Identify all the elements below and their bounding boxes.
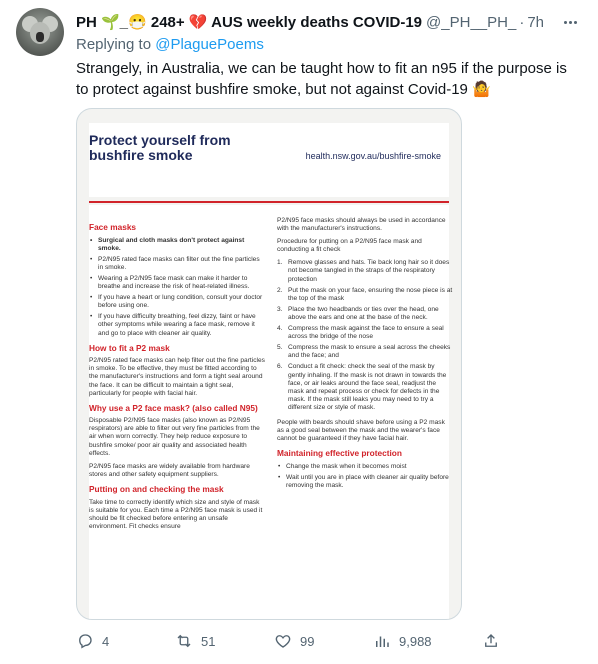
why-text-availability: P2/N95 face masks are widely available from hardware stores and other safety equipment suppliers. xyxy=(89,462,250,478)
face-mask-bullet: • Surgical and cloth masks don't protect against smoke. xyxy=(89,237,265,253)
views-icon xyxy=(373,632,391,650)
document-divider xyxy=(89,201,449,203)
face-mask-bullet: • If you have a heart or lung condition, consult your doctor before using one. xyxy=(89,294,265,310)
document-title: Protect yourself from bushfire smoke xyxy=(89,132,231,163)
document-header xyxy=(89,123,449,197)
heart-icon xyxy=(274,632,292,650)
putting-on-heading: Putting on and checking the mask xyxy=(89,483,224,494)
reply-mention-link[interactable]: @PlaguePoems xyxy=(155,36,264,53)
timestamp[interactable]: 7h xyxy=(527,13,544,31)
procedure-step: 2. Put the mask on your face, ensuring the nose piece is at the top of the mask xyxy=(277,286,453,302)
display-name[interactable]: PH 🌱_😷 248+ 💔 AUS weekly deaths COVID-19 xyxy=(76,14,423,31)
share-icon xyxy=(482,632,500,650)
putting-on-text: Take time to correctly identify which size and style of mask is suitable for you. Each time a P2/N95 face mask is used it should be fit checked before entering an unsafe environment. Fit checks ensure xyxy=(89,498,263,530)
why-heading: Why use a P2 face mask? (also called N95) xyxy=(89,402,258,413)
maintaining-bullet: • Wait until you are in place with cleaner air quality before removing the mask. xyxy=(277,474,453,490)
more-options-icon[interactable] xyxy=(560,12,580,32)
like-count: 99 xyxy=(300,633,315,649)
retweet-count: 51 xyxy=(201,633,216,649)
procedure-step: 3. Place the two headbands or ties over the head, one above the ears and one at the base of the neck. xyxy=(277,305,439,321)
tweet-text: Strangely, in Australia, we can be taught how to fit an n95 if the purpose is to protect against bushfire smoke, but not against Covid-19 🤷 xyxy=(76,60,567,98)
user-handle[interactable]: @_PH__PH_ xyxy=(426,13,517,31)
avatar[interactable] xyxy=(16,8,64,56)
retweet-button[interactable] xyxy=(175,626,215,656)
fit-heading: How to fit a P2 mask xyxy=(89,342,170,353)
views-button[interactable] xyxy=(373,626,432,656)
document-right-column xyxy=(277,217,453,493)
procedure-step: 5. Compress the mask to ensure a seal across the cheeks and the face; and xyxy=(277,344,451,360)
reply-button[interactable] xyxy=(76,626,109,656)
procedure-text: Procedure for putting on a P2/N95 face mask and conducting a fit check xyxy=(277,238,422,254)
procedure-step: 6. Conduct a fit check: check the seal of the mask by gently inhaling. If the mask is not drawn in towards the face, or air leaks around the face seal, readjust the mask and repeat process or check for defects in the mask. If the mask still leaks you may need to try a different size or style of mask. xyxy=(277,363,447,411)
replying-prefix: Replying to xyxy=(76,36,152,53)
face-mask-bullet: • If you have difficulty breathing, feel dizzy, faint or have other symptoms while wearing a face mask, remove it and go to place with cleaner air quality. xyxy=(89,313,265,337)
avatar-koala-nose xyxy=(36,32,44,42)
tweet-header xyxy=(76,12,582,32)
document-url: health.nsw.gov.au/bushfire-smoke xyxy=(305,151,441,161)
like-button[interactable] xyxy=(274,626,314,656)
document-left-column xyxy=(89,217,265,536)
tweet-actions xyxy=(76,626,516,656)
replying-to xyxy=(76,36,264,53)
maintaining-bullet: • Change the mask when it becomes moist xyxy=(277,463,453,471)
face-mask-bullet: • Wearing a P2/N95 face mask can make it harder to breathe and increase the risk of heat-related illness. xyxy=(89,275,265,291)
separator-dot: · xyxy=(519,13,525,31)
beards-text: People with beards should shave before using a P2 mask as a good seal between the mask and the wearer's face cannot be guaranteed if they have facial hair. xyxy=(277,418,445,443)
right-intro: P2/N95 face masks should always be used in accordance with the manufacturer's instructions. xyxy=(277,217,446,233)
procedure-step: 4. Compress the mask against the face to ensure a seal across the bridge of the nose xyxy=(277,325,444,341)
fit-text: P2/N95 rated face masks can help filter out the fine particles in smoke. To be effective, they must be fitted according to the manufacturer's instructions and form a tight seal around the face. It can be difficult to maintain a tight seal, particularly for people with facial hair. xyxy=(89,357,265,397)
procedure-step: 1. Remove glasses and hats. Tie back long hair so it does not become tangled in the straps of the respiratory protection xyxy=(277,259,450,283)
views-count: 9,988 xyxy=(399,633,432,649)
tweet-image[interactable] xyxy=(76,108,462,620)
retweet-icon xyxy=(175,632,193,650)
reply-icon xyxy=(76,632,94,650)
document-body xyxy=(89,205,453,619)
why-text: Disposable P2/N95 face masks (also known as P2/N95 respirators) are able to filter out very fine particles from the air when worn correctly. They help reduce exposure to bushfire smoke/ poor air quality and associated health effects. xyxy=(89,417,260,457)
face-mask-bullet: • P2/N95 rated face masks can filter out the fine particles in smoke. xyxy=(89,256,265,272)
reply-count: 4 xyxy=(102,633,110,649)
share-button[interactable] xyxy=(482,626,508,656)
face-masks-heading: Face masks xyxy=(89,222,137,232)
document-image xyxy=(77,109,461,619)
maintaining-heading: Maintaining effective protection xyxy=(277,448,402,459)
